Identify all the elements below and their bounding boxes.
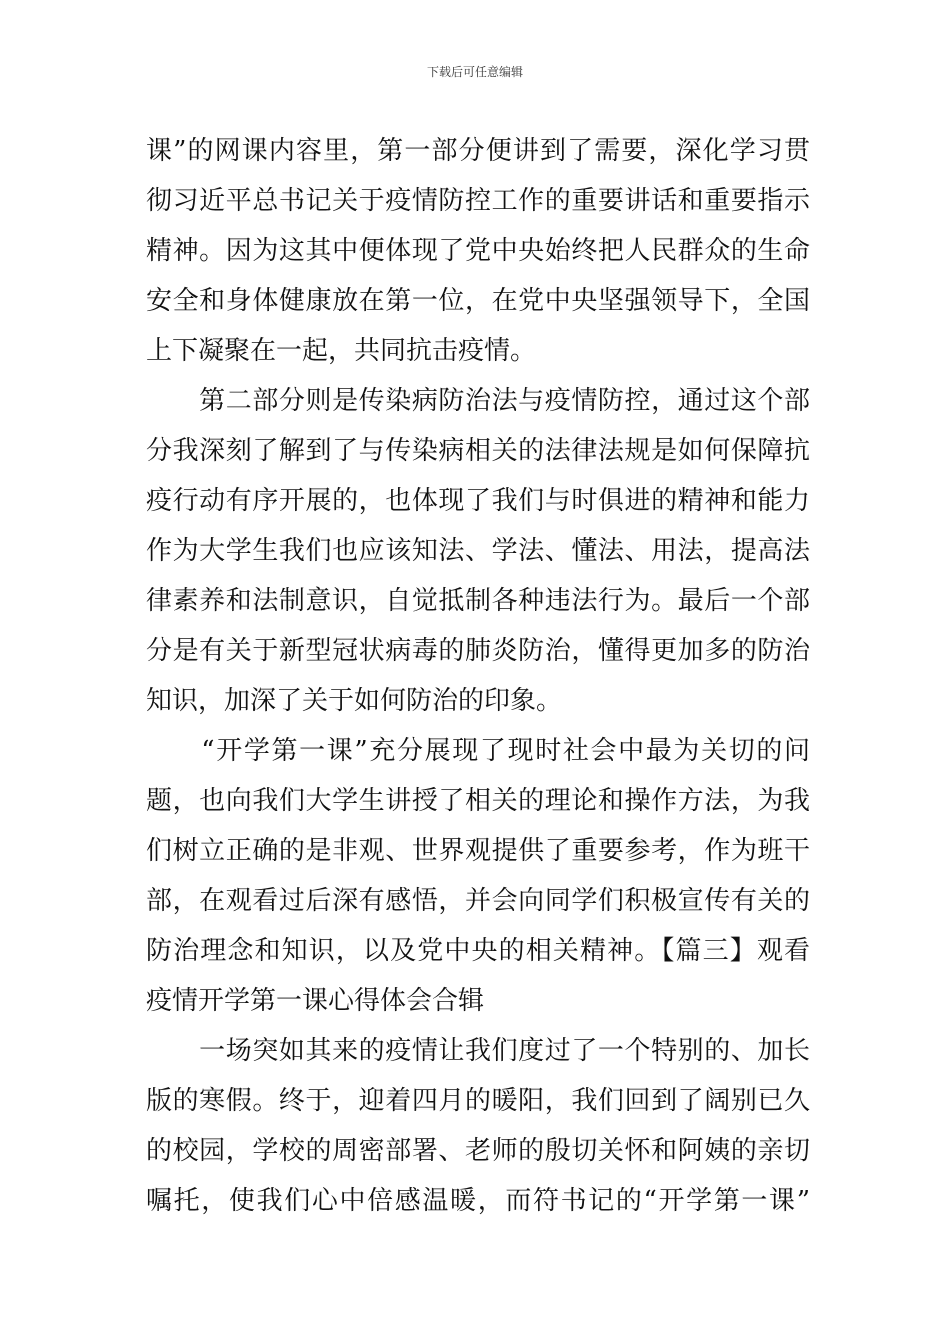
text-line: 防治理念和知识，以及党中央的相关精神。【篇三】观看 bbox=[146, 936, 810, 966]
text-line: 作为大学生我们也应该知法、学法、懂法、用法，提高法 bbox=[146, 536, 810, 566]
paragraph bbox=[146, 726, 810, 1026]
text-line: 律素养和法制意识，自觉抵制各种违法行为。最后一个部 bbox=[146, 586, 810, 616]
paragraph bbox=[146, 126, 810, 376]
paragraph bbox=[146, 1026, 810, 1226]
text-line: 第二部分则是传染病防治法与疫情防控，通过这个部 bbox=[146, 386, 810, 416]
text-line: 分是有关于新型冠状病毒的肺炎防治，懂得更加多的防治 bbox=[146, 636, 810, 666]
text-line: 的校园，学校的周密部署、老师的殷切关怀和阿姨的亲切 bbox=[146, 1136, 810, 1166]
text-line: 安全和身体健康放在第一位，在党中央坚强领导下，全国 bbox=[146, 286, 810, 316]
page-header: 下载后可任意编辑 bbox=[426, 65, 523, 79]
text-line: 疫情开学第一课心得体会合辑 bbox=[146, 986, 485, 1016]
text-line: 精神。因为这其中便体现了党中央始终把人民群众的生命 bbox=[146, 236, 810, 266]
text-line: 嘱托，使我们心中倍感温暖，而符书记的“开学第一课” bbox=[146, 1186, 810, 1216]
text-line: 分我深刻了解到了与传染病相关的法律法规是如何保障抗 bbox=[146, 436, 810, 466]
text-line: “开学第一课”充分展现了现时社会中最为关切的问 bbox=[146, 736, 810, 766]
text-line: 彻习近平总书记关于疫情防控工作的重要讲话和重要指示 bbox=[146, 186, 810, 216]
document-body bbox=[146, 126, 810, 1226]
text-line: 题，也向我们大学生讲授了相关的理论和操作方法，为我 bbox=[146, 786, 810, 816]
text-line: 疫行动有序开展的，也体现了我们与时俱进的精神和能力 bbox=[146, 486, 810, 516]
text-line: 上下凝聚在一起，共同抗击疫情。 bbox=[146, 336, 537, 366]
text-line: 部，在观看过后深有感悟，并会向同学们积极宣传有关的 bbox=[146, 886, 810, 916]
text-line: 课”的网课内容里，第一部分便讲到了需要，深化学习贯 bbox=[146, 136, 810, 166]
paragraph bbox=[146, 376, 810, 726]
text-line: 知识，加深了关于如何防治的印象。 bbox=[146, 686, 563, 716]
text-line: 们树立正确的是非观、世界观提供了重要参考，作为班干 bbox=[146, 836, 810, 866]
text-line: 一场突如其来的疫情让我们度过了一个特别的、加长 bbox=[146, 1036, 810, 1066]
text-line: 版的寒假。终于，迎着四月的暖阳，我们回到了阔别已久 bbox=[146, 1086, 810, 1116]
